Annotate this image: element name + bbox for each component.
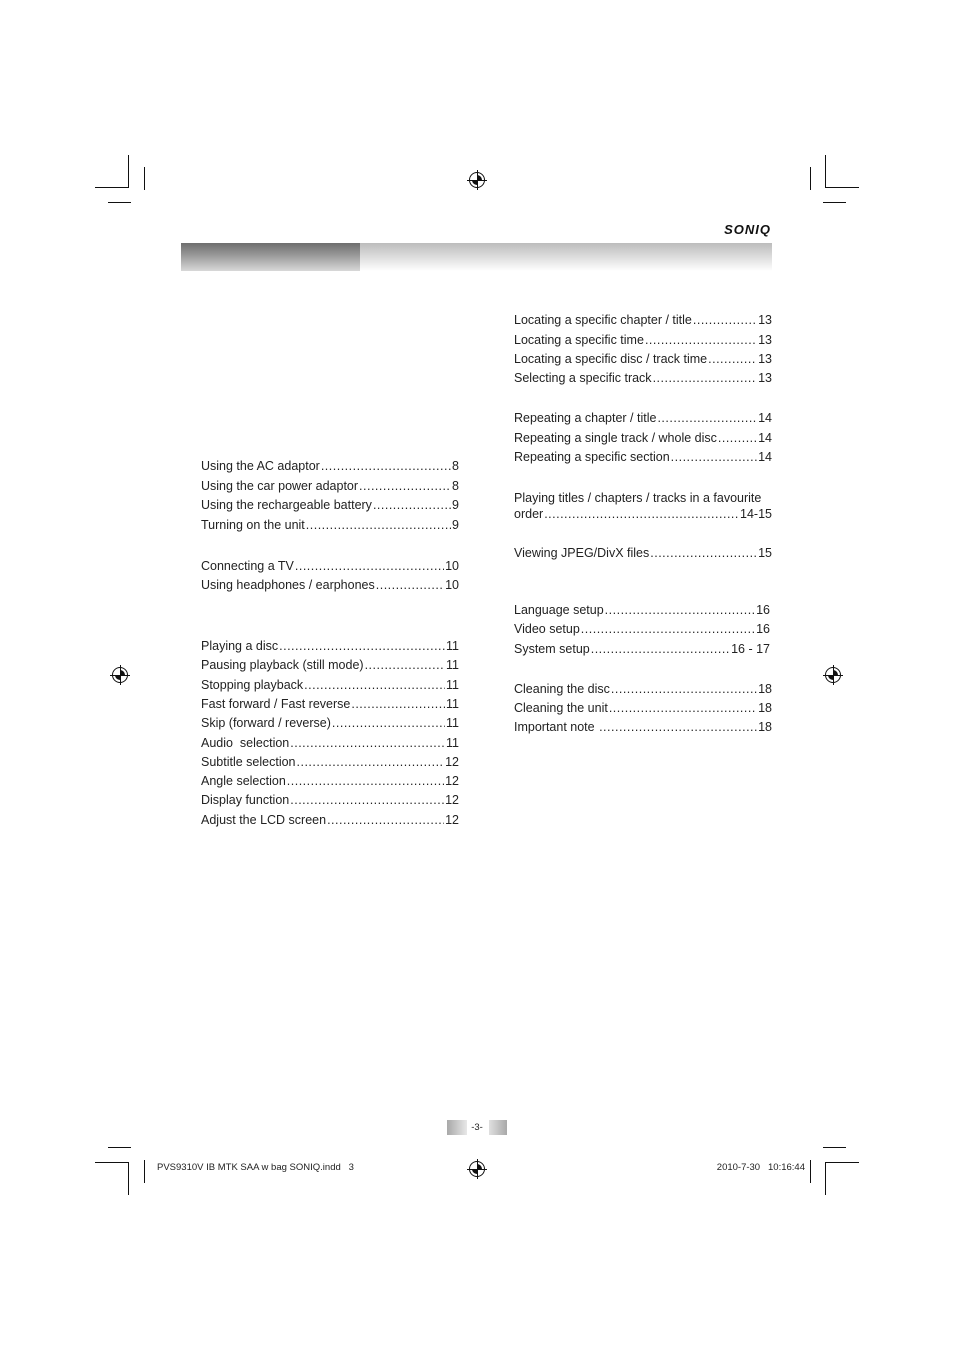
- toc-entry-title: Pausing playback (still mode): [201, 658, 364, 672]
- page-number: [447, 1120, 507, 1135]
- toc-entry-title: Angle selection: [201, 774, 286, 788]
- toc-entry: [514, 431, 772, 446]
- toc-entry-page: 13: [758, 333, 772, 347]
- toc-entry-title: Connecting a TV: [201, 559, 294, 573]
- toc-entry-title: Using the AC adaptor: [201, 459, 320, 473]
- page-number-text: -3-: [471, 1122, 483, 1133]
- toc-entry: [514, 622, 770, 637]
- toc-entry-title: Turning on the unit: [201, 518, 305, 532]
- toc-entry-title-continued: order: [514, 507, 544, 521]
- registration-mark-icon: [469, 172, 485, 188]
- toc-entry-title: Viewing JPEG/DivX files: [514, 546, 650, 560]
- toc-entry-title: Using headphones / earphones: [201, 578, 375, 592]
- timestamp-slug: 2010-7-30 10:16:44: [716, 1162, 805, 1173]
- toc-entry-page: 14-15: [740, 507, 772, 521]
- file-name-slug: PVS9310V IB MTK SAA w bag SONIQ.indd 3: [157, 1162, 354, 1173]
- toc-entry-page: 16: [756, 603, 770, 617]
- toc-entry-page: 9: [452, 518, 459, 532]
- toc-entry: [514, 352, 772, 367]
- toc-entry: [514, 450, 772, 465]
- registration-mark-icon: [825, 667, 841, 683]
- toc-entry-title: Fast forward / Fast reverse: [201, 697, 351, 711]
- toc-entry-page: 9: [452, 498, 459, 512]
- toc-entry-title: Playing titles / chapters / tracks in a favourite: [514, 491, 762, 505]
- toc-entry-title: Locating a specific time: [514, 333, 644, 347]
- toc-entry-title: Using the rechargeable battery: [201, 498, 372, 512]
- toc-entry: [514, 371, 772, 386]
- toc-entry-page: 10: [445, 578, 459, 592]
- toc-entry: [514, 682, 772, 697]
- toc-entry: [201, 736, 459, 751]
- toc-entry: [201, 639, 459, 654]
- toc-entry-title: Repeating a specific section: [514, 450, 670, 464]
- toc-entry-page: 18: [758, 720, 772, 734]
- toc-entry-page: 16: [756, 622, 770, 636]
- toc-entry-page: 11: [446, 736, 459, 750]
- toc-entry-title: Cleaning the disc: [514, 682, 610, 696]
- toc-entry-page: 8: [452, 479, 459, 493]
- toc-entry-title: Audio selection: [201, 736, 290, 750]
- toc-entry-title: Skip (forward / reverse): [201, 716, 331, 730]
- toc-entry-page: 12: [445, 793, 459, 807]
- toc-entry: [201, 518, 459, 533]
- toc-entry-title: Adjust the LCD screen: [201, 813, 327, 827]
- toc-entry-title: Cleaning the unit: [514, 701, 608, 715]
- toc-entry: [201, 479, 459, 494]
- toc-entry-page: 13: [758, 352, 772, 366]
- toc-entry: [201, 774, 459, 789]
- toc-entry: [201, 793, 459, 808]
- toc-entry: [201, 755, 459, 770]
- toc-entry-title: Important note: [514, 720, 599, 734]
- toc-entry-page: 18: [758, 701, 772, 715]
- toc-entry-title: Subtitle selection: [201, 755, 296, 769]
- toc-entry-title: System setup: [514, 642, 590, 656]
- toc-entry-title: Stopping playback: [201, 678, 304, 692]
- toc-entry-title: Locating a specific chapter / title: [514, 313, 692, 327]
- toc-entry-page: 10: [445, 559, 459, 573]
- toc-entry-title: Using the car power adaptor: [201, 479, 359, 493]
- toc-entry-title: Repeating a single track / whole disc: [514, 431, 717, 445]
- registration-mark-icon: [112, 667, 128, 683]
- toc-entry: [201, 697, 459, 712]
- toc-entry-page: 14: [758, 431, 772, 445]
- toc-entry-page: 11: [446, 658, 459, 672]
- toc-entry: [514, 313, 772, 328]
- toc-entry: [514, 720, 772, 735]
- toc-entry: [201, 678, 459, 693]
- toc-entry-page: 15: [758, 546, 772, 560]
- toc-entry-title: Video setup: [514, 622, 580, 636]
- toc-entry: [514, 642, 770, 657]
- toc-entry: [514, 603, 770, 618]
- brand-logo: SONIQ: [724, 222, 771, 237]
- header-banner: [181, 243, 772, 271]
- toc-entry-page: 12: [445, 813, 459, 827]
- toc-entry-page: 14: [758, 450, 772, 464]
- toc-entry: [514, 701, 772, 716]
- toc-entry-page: 11: [446, 639, 459, 653]
- toc-entry: [514, 546, 772, 561]
- toc-entry-page: 16 - 17: [731, 642, 770, 656]
- toc-entry-title: Locating a specific disc / track time: [514, 352, 708, 366]
- toc-entry-title: Language setup: [514, 603, 604, 617]
- toc-entry-page: 14: [758, 411, 772, 425]
- header-banner-dark-segment: [181, 243, 360, 271]
- toc-entry-title: Playing a disc: [201, 639, 279, 653]
- toc-entry: [201, 559, 459, 574]
- toc-entry-page: 11: [446, 716, 459, 730]
- toc-entry-page: 11: [446, 697, 459, 711]
- toc-entry: [514, 333, 772, 348]
- toc-entry-page: 12: [445, 774, 459, 788]
- toc-entry-title: Selecting a specific track: [514, 371, 652, 385]
- toc-entry-title: Display function: [201, 793, 290, 807]
- toc-entry-page: 18: [758, 682, 772, 696]
- toc-entry: [201, 578, 459, 593]
- toc-entry: [514, 490, 772, 522]
- toc-entry: [514, 411, 772, 426]
- registration-mark-icon: [469, 1161, 485, 1177]
- toc-entry: [201, 498, 459, 513]
- toc-entry: [201, 658, 459, 673]
- toc-entry-page: 13: [758, 313, 772, 327]
- toc-entry: [201, 813, 459, 828]
- toc-entry-page: 11: [446, 678, 459, 692]
- toc-entry-title: Repeating a chapter / title: [514, 411, 657, 425]
- toc-entry: [201, 716, 459, 731]
- toc-entry-page: 8: [452, 459, 459, 473]
- toc-entry-page: 12: [445, 755, 459, 769]
- toc-entry-page: 13: [758, 371, 772, 385]
- toc-entry: [201, 459, 459, 474]
